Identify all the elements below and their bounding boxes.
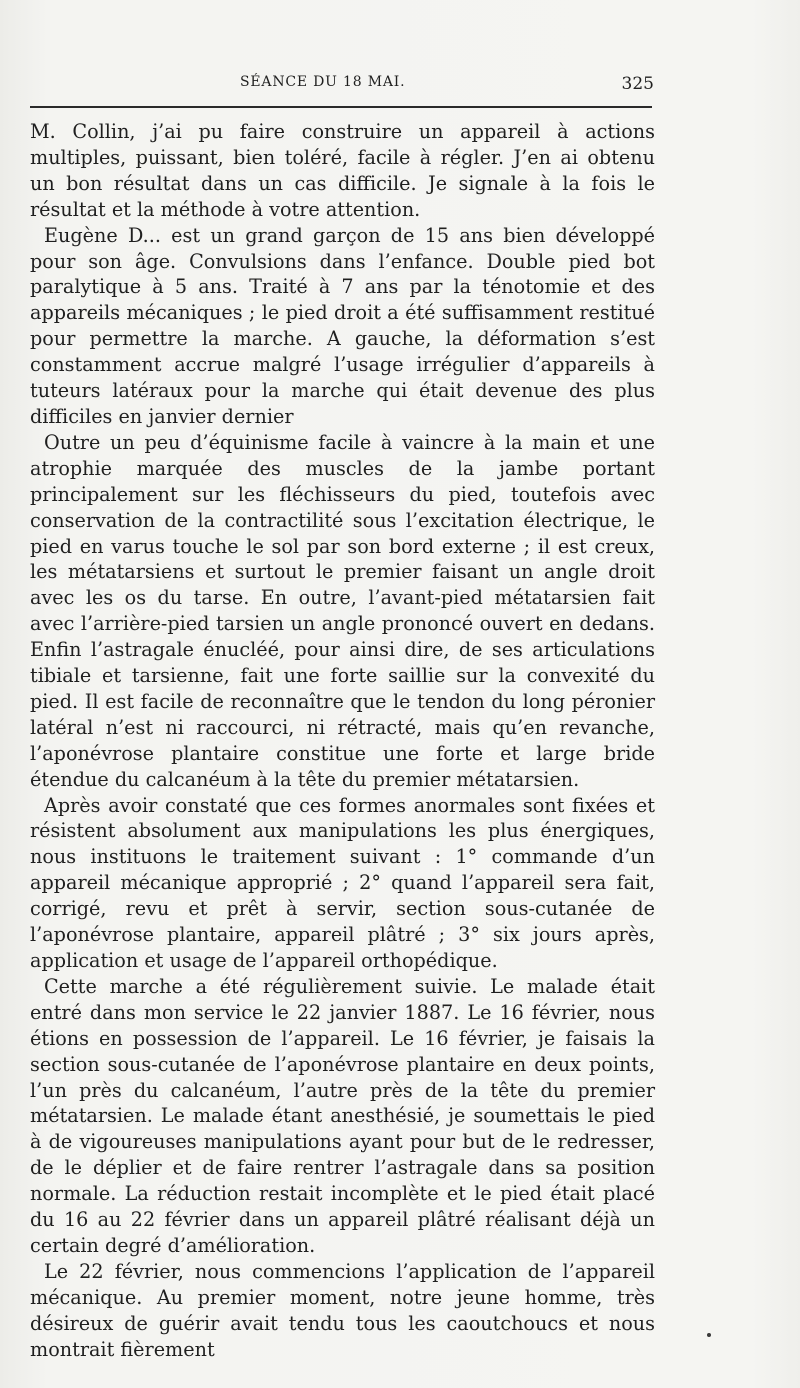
page-header [30,74,654,98]
paragraph: Après avoir constaté que ces formes anormales sont fixées et résistent absolument aux manipulations les plus énergiques, nous instituons le traitement suivant : 1° commande d’un appareil mécanique approprié ; 2° quand l’appareil sera fait, corrigé, revu et prêt à servir, section sous-cutanée de l’aponévrose plantaire, appareil plâtré ; 3° six jours après, application et usage de l’appareil orthopédique. [30,793,655,972]
body-text [30,119,655,1363]
running-head: SÉANCE DU 18 MAI. [240,74,406,90]
page-number: 325 [621,74,654,94]
paragraph: M. Collin, j’ai pu faire construire un appareil à actions multiples, puissant, bien toléré, facile à régler. J’en ai obtenu un bon résultat dans un cas difficile. Je signale à la fois le résultat et la méthode à votre attention. [30,120,655,221]
paragraph: Cette marche a été régulièrement suivie. Le malade était entré dans mon service le 22 janvier 1887. Le 16 février, nous étions en possession de l’appareil. Le 16 février, je faisais la section sous-cutanée de l’aponévrose plantaire en deux points, l’un près du calcanéum, l’autre près de la tête du premier métatarsien. Le malade étant anesthésié, je soumettais le pied à de vigoureuses manipulations ayant pour but de le redresser, de le déplier et de faire rentrer l’astragale dans sa position normale. La réduction restait incomplète et le pied était placé du 16 au 22 février dans un appareil plâtré réalisant déjà un certain degré d’amélioration. [30,974,655,1257]
paragraph: Eugène D... est un grand garçon de 15 ans bien développé pour son âge. Convulsions dans l’enfance. Double pied bot paralytique à 5 ans. Traité à 7 ans par la ténotomie et des appareils mécaniques ; le pied droit a été suffisamment restitué pour permettre la marche. A gauche, la déformation s’est constamment accrue malgré l’usage irrégulier d’appareils à tuteurs latéraux pour la marche qui était devenue des plus difficiles en janvier dernier [30,223,655,428]
paragraph: Outre un peu d’équinisme facile à vaincre à la main et une atrophie marquée des muscles de la jambe portant principalement sur les fléchisseurs du pied, toutefois avec conservation de la contractilité sous l’excitation électrique, le pied en varus touche le sol par son bord externe ; il est creux, les métatarsiens et surtout le premier faisant un angle droit avec les os du tarse. En outre, l’avant-pied métatarsien fait avec l’arrière-pied tarsien un angle prononcé ouvert en dedans. Enfin l’astragale énucléé, pour ainsi dire, de ses articulations tibiale et tarsienne, fait une forte saillie sur la convexité du pied. Il est facile de reconnaître que le tendon du long péronier latéral n’est ni raccourci, ni rétracté, mais qu’en revanche, l’aponévrose plantaire constitue une forte et large bride étendue du calcanéum à la tête du premier métatarsien. [30,430,655,791]
ink-speck [707,1333,711,1337]
header-rule [30,106,652,108]
paragraph: Le 22 février, nous commencions l’application de l’appareil mécanique. Au premier moment, notre jeune homme, très désireux de guérir avait tendu tous les caoutchoucs et nous montrait fièrement [30,1259,655,1361]
